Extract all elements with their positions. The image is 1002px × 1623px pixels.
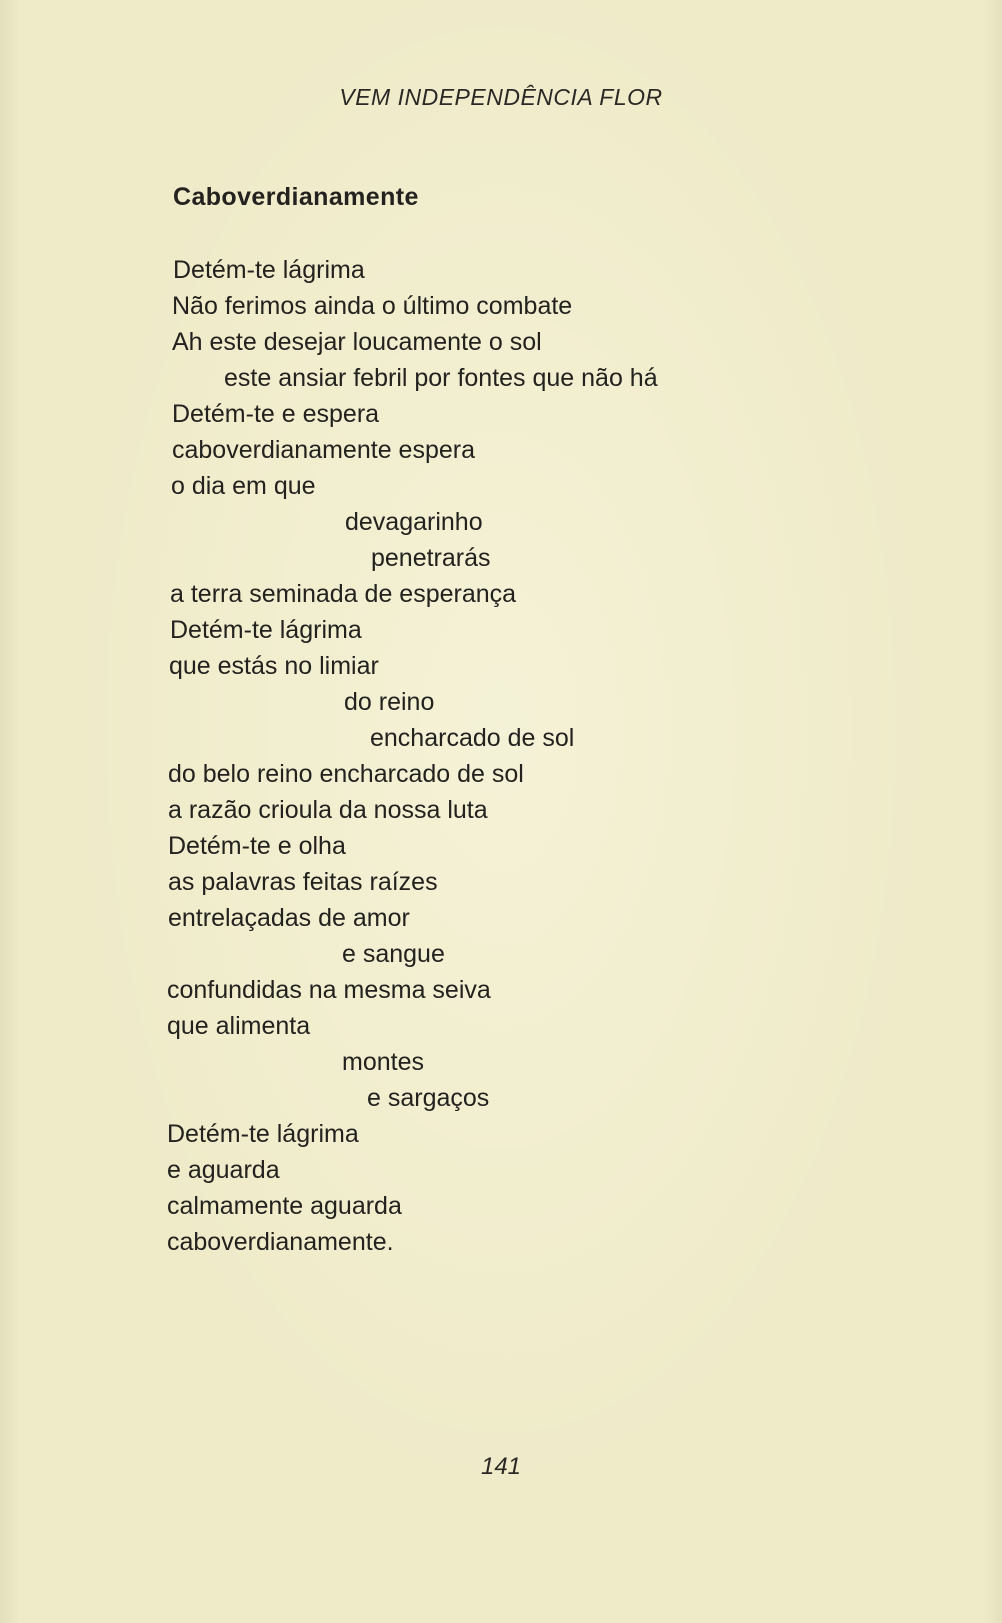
poem-line: entrelaçadas de amor xyxy=(168,904,410,932)
poem-line: e sargaços xyxy=(367,1084,490,1112)
poem-line: este ansiar febril por fontes que não há xyxy=(224,364,658,392)
poem-line: as palavras feitas raízes xyxy=(168,868,438,896)
poem-line: e aguarda xyxy=(167,1156,280,1184)
poem-line: encharcado de sol xyxy=(370,724,575,752)
poem-line: do reino xyxy=(344,688,435,716)
poem-line: devagarinho xyxy=(345,508,483,536)
running-head: VEM INDEPENDÊNCIA FLOR xyxy=(339,84,663,110)
poem-line: que estás no limiar xyxy=(169,652,379,680)
poem-line: a terra seminada de esperança xyxy=(170,580,517,608)
poem-line: calmamente aguarda xyxy=(167,1192,402,1220)
poem-line: confundidas na mesma seiva xyxy=(167,976,491,1004)
poem-line: penetrarás xyxy=(371,544,491,572)
poem-line: Detém-te e olha xyxy=(168,832,346,860)
poem-line: que alimenta xyxy=(167,1012,311,1040)
poem-line: caboverdianamente. xyxy=(167,1228,394,1256)
poem-line: Ah este desejar loucamente o sol xyxy=(172,328,542,356)
poem-line: caboverdianamente espera xyxy=(172,436,475,464)
poem-line: Detém-te lágrima xyxy=(167,1120,359,1148)
poem-line: Detém-te e espera xyxy=(172,400,380,428)
page-number: 141 xyxy=(480,1453,522,1480)
poem-title: Caboverdianamente xyxy=(173,183,419,211)
poem-line: Não ferimos ainda o último combate xyxy=(172,292,573,320)
poem-line: montes xyxy=(342,1048,424,1076)
poem-line: o dia em que xyxy=(171,472,316,500)
poem-line: Detém-te lágrima xyxy=(170,616,362,644)
poem-line: e sangue xyxy=(342,940,445,968)
poem-line: Detém-te lágrima xyxy=(173,256,365,284)
poem-line: do belo reino encharcado de sol xyxy=(168,760,524,788)
poem-line: a razão crioula da nossa luta xyxy=(168,796,488,824)
